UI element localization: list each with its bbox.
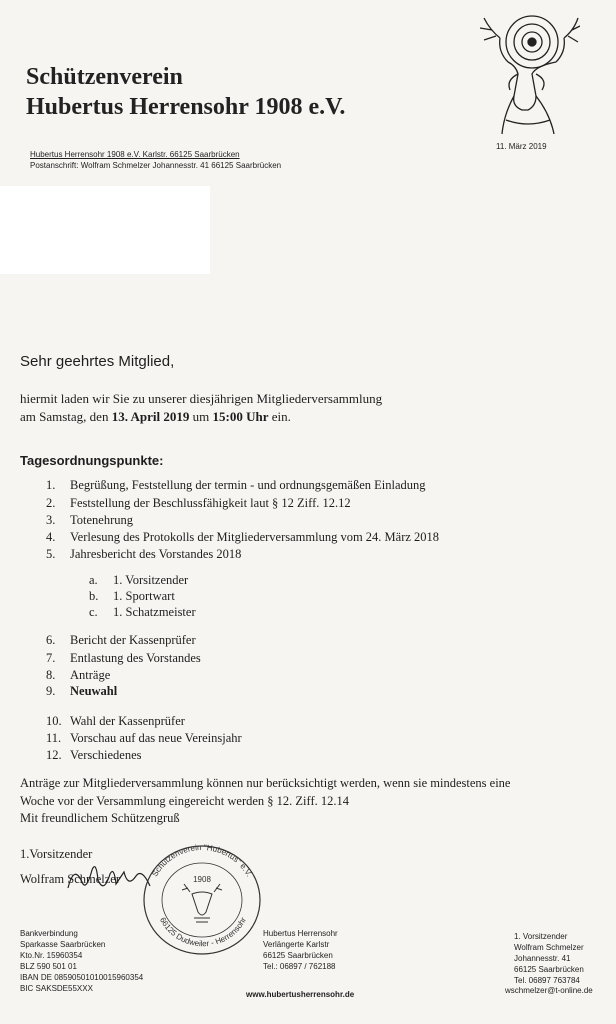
note-line-2: Woche vor der Versammlung eingereicht werden § 12. Ziff. 12.14: [20, 794, 349, 808]
agenda-subitem: b. 1. Sportwart: [89, 589, 175, 603]
svg-text:Schützenverein "Hubertus" e.V.: [150, 843, 254, 878]
sender-address: Hubertus Herrensohr 1908 e.V. Karlstr. 66125 Saarbrücken: [30, 150, 240, 159]
agenda-item: 4. Verlesung des Protokolls der Mitgliederversammlung vom 24. März 2018: [46, 530, 440, 544]
footer-club-address: [263, 928, 338, 972]
chair-name: Wolfram Schmelzer: [514, 943, 584, 952]
intro-pre: am Samstag, den: [20, 409, 109, 424]
agenda-item: 2. Feststellung der Beschlussfähigkeit laut § 12 Ziff. 12.12: [46, 496, 351, 510]
chair-title: 1. Vorsitzender: [514, 932, 568, 941]
agenda-item: 3. Totenehrung: [46, 513, 133, 527]
agenda-subitem: c. 1. Schatzmeister: [89, 605, 196, 619]
club-name-line2: Hubertus Herrensohr 1908 e.V.: [26, 94, 346, 120]
intro-mid: um: [192, 409, 210, 424]
chair-city: 66125 Saarbrücken: [514, 965, 584, 974]
agenda-item: 12. Verschiedenes: [46, 748, 142, 762]
bank-title: Bankverbindung: [20, 929, 78, 938]
club-phone: Tel.: 06897 / 762188: [263, 962, 336, 971]
club-name-line1: Schützenverein: [26, 64, 183, 90]
signer-name: Wolfram Schmelzer: [20, 872, 120, 886]
intro-line-1: hiermit laden wir Sie zu unserer diesjährigen Mitgliederversammlung: [20, 391, 383, 406]
stamp-year: 1908: [193, 875, 211, 884]
footer-chair: [514, 931, 584, 986]
bank-iban: IBAN DE 0859050101001596035​4: [20, 973, 144, 982]
signer-role: 1.Vorsitzender: [20, 847, 93, 861]
postal-address: Postanschrift: Wolfram Schmelzer Johannesstr. 41 66125 Saarbrücken: [30, 161, 282, 170]
intro-line-2: [20, 409, 291, 425]
agenda-item: 1. Begrüßung, Feststellung der termin - und ordnungsgemäßen Einladung: [46, 478, 426, 492]
letter-date: 11. März 2019: [496, 142, 547, 151]
bank-blz: BLZ 590 501 01: [20, 962, 77, 971]
agenda-item: 8. Anträge: [46, 668, 111, 682]
club-name: Hubertus Herrensohr: [263, 929, 338, 938]
agenda-item: 7. Entlastung des Vorstandes: [46, 651, 201, 665]
bank-bic: BIC SAKSDE55XXX: [20, 984, 93, 993]
redacted-recipient-block: [0, 186, 210, 274]
footer-bank: [20, 928, 143, 994]
website-link[interactable]: www.hubertusherrensohr.de: [246, 990, 355, 999]
club-city: 66125 Saarbrücken: [263, 951, 333, 960]
closing: Mit freundlichem Schützengruß: [20, 811, 180, 825]
agenda-item: 5. Jahresbericht des Vorstandes 2018: [46, 547, 242, 561]
chair-phone: Tel. 06897 763784: [514, 976, 580, 985]
intro-post: ein.: [271, 409, 291, 424]
stamp-arc-top: Schützenverein "Hubertus" e.V.: [150, 842, 254, 879]
club-street: Verlängerte Karlstr: [263, 940, 330, 949]
agenda-item: 6. Bericht der Kassenprüfer: [46, 633, 196, 647]
agenda-item: 11. Vorschau auf das neue Vereinsjahr: [46, 731, 242, 745]
stag-target-logo: [470, 10, 580, 135]
salutation: Sehr geehrtes Mitglied,: [20, 353, 175, 370]
agenda-subitem: a. 1. Vorsitzender: [89, 573, 189, 587]
bank-account: Kto.Nr. 15960354: [20, 951, 83, 960]
club-stamp: [134, 838, 270, 958]
svg-text:66125 Dudweiler - Herrensohr: [158, 916, 248, 949]
agenda-title: Tagesordnungspunkte:: [20, 453, 164, 468]
agenda-item: 10. Wahl der Kassenprüfer: [46, 714, 185, 728]
meeting-time: 15:00 Uhr: [212, 409, 269, 424]
bank-name: Sparkasse Saarbrücken: [20, 940, 106, 949]
meeting-date: 13. April 2019: [111, 409, 190, 424]
chair-street: Johannesstr. 41: [514, 954, 571, 963]
agenda-item: 9. Neuwahl: [46, 684, 118, 698]
chair-email[interactable]: wschmelzer@t-online.de: [505, 986, 593, 995]
note-line-1: Anträge zur Mitgliederversammlung können nur berücksichtigt werden, wenn sie mindestens eine: [20, 776, 511, 790]
stamp-arc-bottom: 66125 Dudweiler - Herrensohr: [157, 915, 248, 949]
